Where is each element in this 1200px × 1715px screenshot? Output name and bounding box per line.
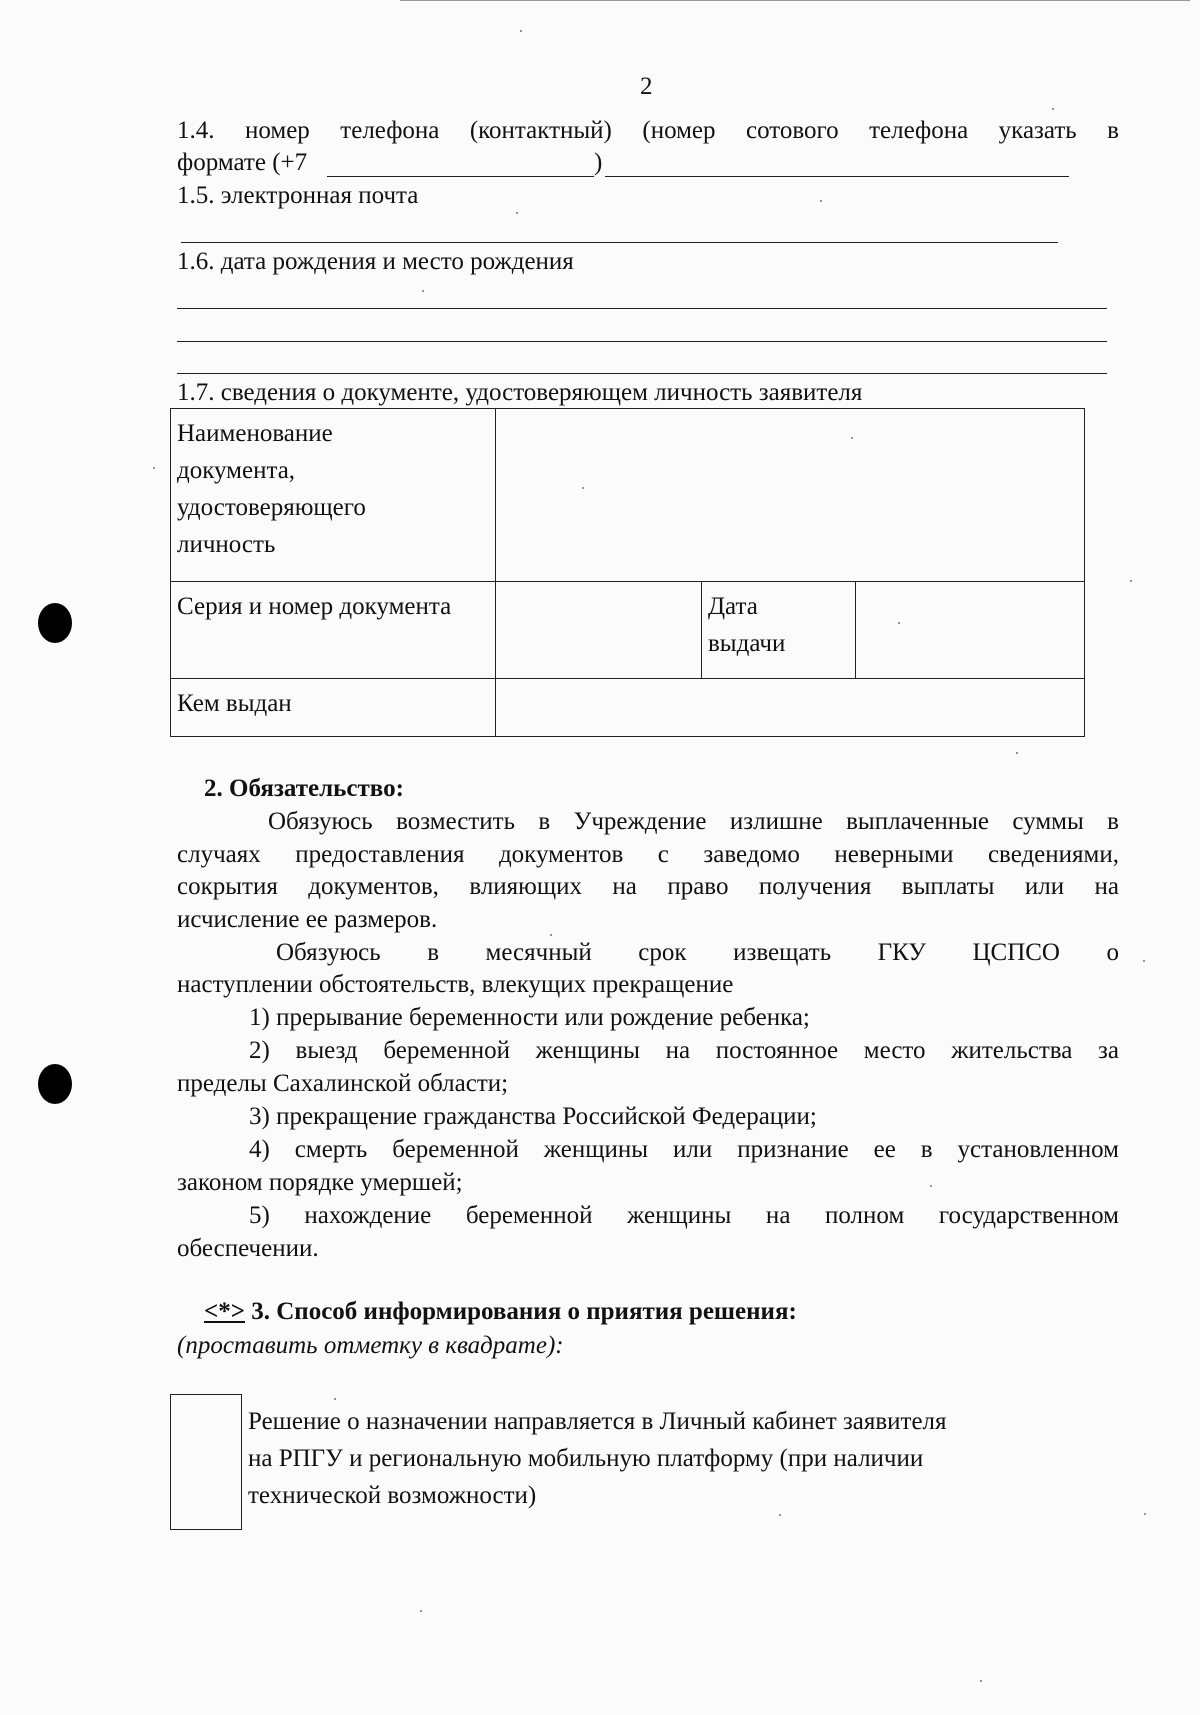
item-1-4-line1: 1.4. номер телефона (контактный) (номер сотового телефона указать в	[177, 117, 1119, 144]
birth-info-blank-2[interactable]	[177, 341, 1107, 342]
doc-name-input-cell[interactable]	[496, 409, 1085, 582]
scan-speck	[582, 487, 584, 489]
termination-item-5-line1: 5) нахождение беременной женщины на полном государственном	[249, 1202, 1119, 1229]
scan-speck	[1144, 1513, 1146, 1515]
scan-speck	[550, 934, 552, 936]
id-table-row-series	[171, 582, 1085, 679]
scan-speck	[1143, 960, 1145, 962]
series-input-cell[interactable]	[496, 582, 702, 679]
issue-date-input-cell[interactable]	[856, 582, 1085, 679]
punch-hole-upper	[38, 603, 72, 643]
footnote-marker: <*>	[204, 1298, 245, 1325]
scan-speck	[1016, 752, 1018, 754]
scan-speck	[851, 437, 853, 439]
scan-speck	[516, 212, 518, 214]
scan-speck	[1130, 580, 1132, 582]
item-1-6-label: 1.6. дата рождения и место рождения	[177, 248, 574, 275]
scan-speck	[334, 1398, 336, 1400]
series-label-cell: Серия и номер документа	[171, 582, 496, 679]
doc-name-label-line: удостоверяющего	[177, 494, 366, 521]
termination-item-3: 3) прекращение гражданства Российской Федерации;	[249, 1103, 817, 1130]
doc-name-label-cell	[171, 409, 496, 582]
obligation-para1-line: сокрытия документов, влияющих на право получения выплаты или на	[177, 873, 1119, 900]
termination-item-4-line1: 4) смерть беременной женщины или признание ее в установленном	[249, 1136, 1119, 1163]
item-1-4-paren: )	[594, 149, 603, 176]
option-text-line: на РПГУ и региональную мобильную платформу (при наличии	[248, 1445, 924, 1472]
scan-speck	[420, 1610, 422, 1612]
page-number: 2	[640, 73, 653, 100]
phone-code-blank[interactable]	[327, 176, 594, 177]
item-1-7-label: 1.7. сведения о документе, удостоверяющем личность заявителя	[177, 379, 863, 406]
termination-item-2-line2: пределы Сахалинской области;	[177, 1070, 509, 1097]
email-blank[interactable]	[181, 242, 1058, 243]
section-2-heading: 2. Обязательство:	[204, 775, 404, 802]
obligation-para1-line: Обязуюсь возместить в Учреждение излишне выплаченные суммы в	[268, 808, 1119, 835]
obligation-para1-line: исчисление ее размеров.	[177, 906, 438, 933]
section-3-heading-text: 3. Способ информирования о приятия решения:	[245, 1298, 797, 1325]
notification-option-text	[248, 1403, 1108, 1514]
item-1-5-label: 1.5. электронная почта	[177, 182, 419, 209]
option-text-line: технической возможности)	[248, 1482, 537, 1509]
notification-option-checkbox[interactable]	[170, 1394, 242, 1530]
birth-info-blank-1[interactable]	[177, 308, 1107, 309]
item-1-4-prefix: формате (+7	[177, 149, 308, 176]
scan-speck	[422, 290, 424, 292]
scan-speck	[779, 1514, 781, 1516]
obligation-para1-line: случаях предоставления документов с заведомо неверными сведениями,	[177, 841, 1119, 868]
phone-number-blank[interactable]	[605, 176, 1069, 177]
issue-date-label-cell	[702, 582, 856, 679]
termination-item-2-line1: 2) выезд беременной женщины на постоянное место жительства за	[249, 1037, 1119, 1064]
id-table-row-issued-by	[171, 679, 1085, 737]
option-text-line: Решение о назначении направляется в Личный кабинет заявителя	[248, 1408, 947, 1435]
scan-speck	[820, 200, 822, 202]
scan-speck	[1052, 108, 1054, 110]
issue-date-label-line: выдачи	[708, 630, 786, 657]
scan-top-edge	[400, 0, 1190, 1]
punch-hole-lower	[38, 1064, 72, 1104]
issue-date-label-line: Дата	[708, 593, 758, 620]
termination-item-4-line2: законом порядке умершей;	[177, 1169, 463, 1196]
section-3-subheading: (проставить отметку в квадрате):	[177, 1332, 564, 1359]
doc-name-label-line: Наименование	[177, 420, 333, 447]
termination-item-5-line2: обеспечении.	[177, 1235, 319, 1262]
issued-by-input-cell[interactable]	[496, 679, 1085, 737]
section-3-heading	[204, 1296, 797, 1328]
obligation-para2-line: наступлении обстоятельств, влекущих прекращение	[177, 971, 734, 998]
scan-speck	[898, 622, 900, 624]
id-document-table	[170, 408, 1085, 737]
obligation-para2-line: Обязуюсь в месячный срок извещать ГКУ ЦСПСО о	[276, 939, 1119, 966]
scan-speck	[980, 1680, 982, 1682]
doc-name-label-line: документа,	[177, 457, 296, 484]
birth-info-blank-3[interactable]	[177, 373, 1107, 374]
issued-by-label-cell: Кем выдан	[171, 679, 496, 737]
scan-speck	[153, 467, 155, 469]
id-table-row-doc-name	[171, 409, 1085, 582]
scan-speck	[520, 30, 522, 32]
scan-speck	[930, 1185, 932, 1187]
termination-item-1: 1) прерывание беременности или рождение ребенка;	[249, 1004, 810, 1031]
doc-name-label-line: личность	[177, 531, 276, 558]
